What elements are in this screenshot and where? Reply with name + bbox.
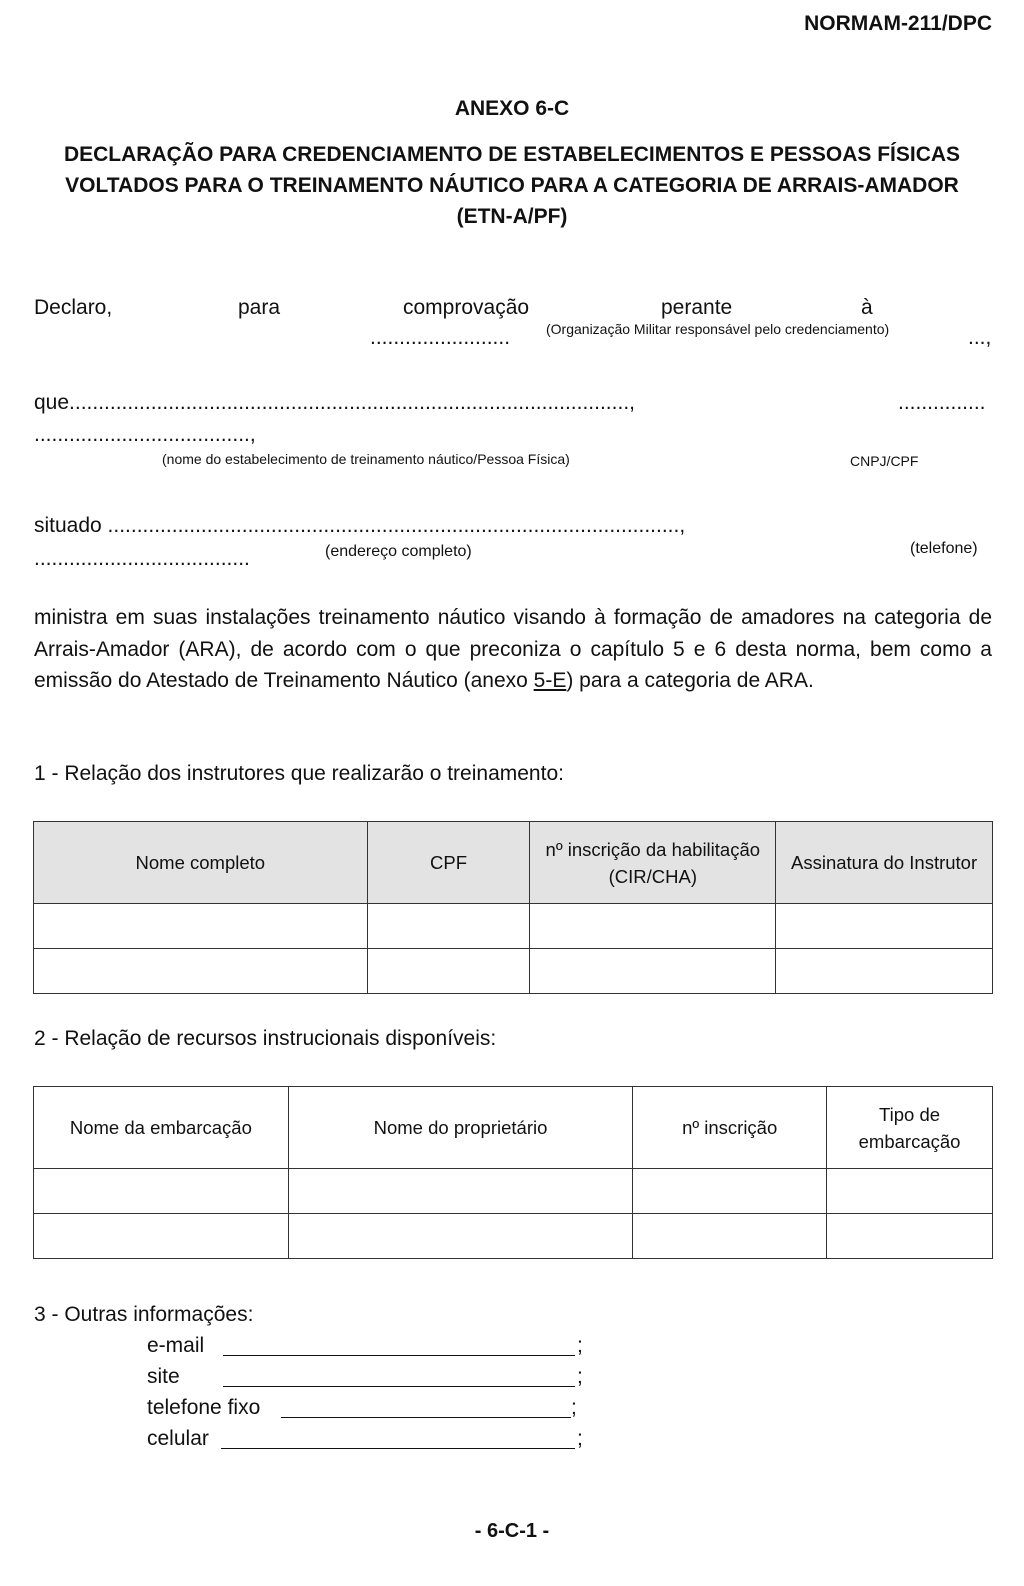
table-row [34,904,993,949]
que-line-continuation: ....................................., [34,423,256,446]
address-caption: (endereço completo) [325,543,472,560]
organization-dots: ........................ [370,326,511,349]
column-header-nome-embarcacao: Nome da embarcação [34,1087,289,1169]
organization-caption: (Organização Militar responsável pelo credenciamento) [546,321,890,337]
name-caption: (nome do estabelecimento de treinamento náutico/Pessoa Física) [162,451,570,467]
site-end: ; [577,1365,583,1388]
table-cell[interactable] [827,1169,993,1214]
table-cell[interactable] [34,949,368,994]
cnpj-caption: CNPJ/CPF [850,453,919,469]
que-line: que................................................................................................, [34,391,635,414]
field-celular [147,1427,583,1451]
declaration-word-comprovacao: comprovação [403,296,530,319]
cnpj-dots: ............... [898,391,986,414]
title-line-3: (ETN-A/PF) [456,205,568,228]
section-1-title: 1 - Relação dos instrutores que realizarão o treinamento: [34,762,564,785]
page-number: - 6-C-1 - [474,1520,550,1542]
table-cell[interactable] [34,1214,289,1259]
declaration-word-a: à [861,296,873,319]
table-cell[interactable] [288,1169,633,1214]
column-header-cpf: CPF [367,822,530,904]
column-header-inscricao: nº inscrição [633,1087,827,1169]
phone-caption: (telefone) [910,540,978,557]
telefone-fixo-field[interactable] [281,1399,571,1418]
paragraph-text: ministra em suas instalações treinamento náutico visando à formação de amadores na categoria de Arrais-Amador (ARA), de acordo com o que preconiza o capítulo 5 e 6 desta norma, bem como a emissão do Atestado de Treinamento Náutico (anexo [34,606,992,692]
title-line-2: VOLTADOS PARA O TREINAMENTO NÁUTICO PARA A CATEGORIA DE ARRAIS-AMADOR [65,174,959,197]
table-cell[interactable] [367,904,530,949]
table-row [34,1214,993,1259]
paragraph-text-end: ) para a categoria de ARA. [566,669,814,692]
declaration-word-declaro: Declaro, [34,296,113,319]
field-email [147,1334,583,1358]
declaration-word-para: para [238,296,281,319]
column-header-nome-proprietario: Nome do proprietário [288,1087,633,1169]
email-label: e-mail [147,1334,205,1357]
site-field[interactable] [223,1368,575,1387]
table-row [34,949,993,994]
email-end: ; [577,1334,583,1357]
declaration-paragraph [34,602,992,697]
celular-end: ; [577,1427,583,1450]
table-row [34,1169,993,1214]
phone-dots: ..................................... [34,547,250,570]
table-cell[interactable] [776,904,993,949]
column-header-tipo-embarcacao: Tipo de embarcação [827,1087,993,1169]
email-field[interactable] [223,1337,575,1356]
table-cell[interactable] [776,949,993,994]
situado-line: situado .................................................................................................., [34,514,686,537]
table-cell[interactable] [633,1214,827,1259]
title-line-1: DECLARAÇÃO PARA CREDENCIAMENTO DE ESTABELECIMENTOS E PESSOAS FÍSICAS [63,143,961,166]
section-2-title: 2 - Relação de recursos instrucionais disponíveis: [34,1027,497,1050]
field-telefone-fixo [147,1396,577,1420]
table-cell[interactable] [367,949,530,994]
table-cell[interactable] [34,1169,289,1214]
table-cell[interactable] [530,949,776,994]
column-header-nome-completo: Nome completo [34,822,368,904]
table-cell[interactable] [530,904,776,949]
resources-table [33,1086,993,1259]
site-label: site [147,1365,180,1388]
table-cell[interactable] [827,1214,993,1259]
telefone-fixo-end: ; [571,1396,577,1419]
celular-label: celular [147,1427,209,1450]
instructors-table [33,821,993,994]
table-cell[interactable] [633,1169,827,1214]
column-header-assinatura: Assinatura do Instrutor [776,822,993,904]
table-cell[interactable] [34,904,368,949]
declaration-word-perante: perante [661,296,733,319]
annex-5e-reference: 5-E [533,669,567,692]
field-site [147,1365,583,1389]
document-code: NORMAM-211/DPC [804,12,992,35]
celular-field[interactable] [221,1430,575,1449]
table-header-row [34,822,993,904]
annex-title: ANEXO 6-C [454,97,570,120]
table-header-row [34,1087,993,1169]
table-cell[interactable] [288,1214,633,1259]
telefone-fixo-label: telefone fixo [147,1396,261,1419]
section-3-title: 3 - Outras informações: [34,1303,254,1326]
organization-end: ..., [968,326,992,349]
column-header-inscricao-habilitacao: nº inscrição da habilitação (CIR/CHA) [530,822,776,904]
